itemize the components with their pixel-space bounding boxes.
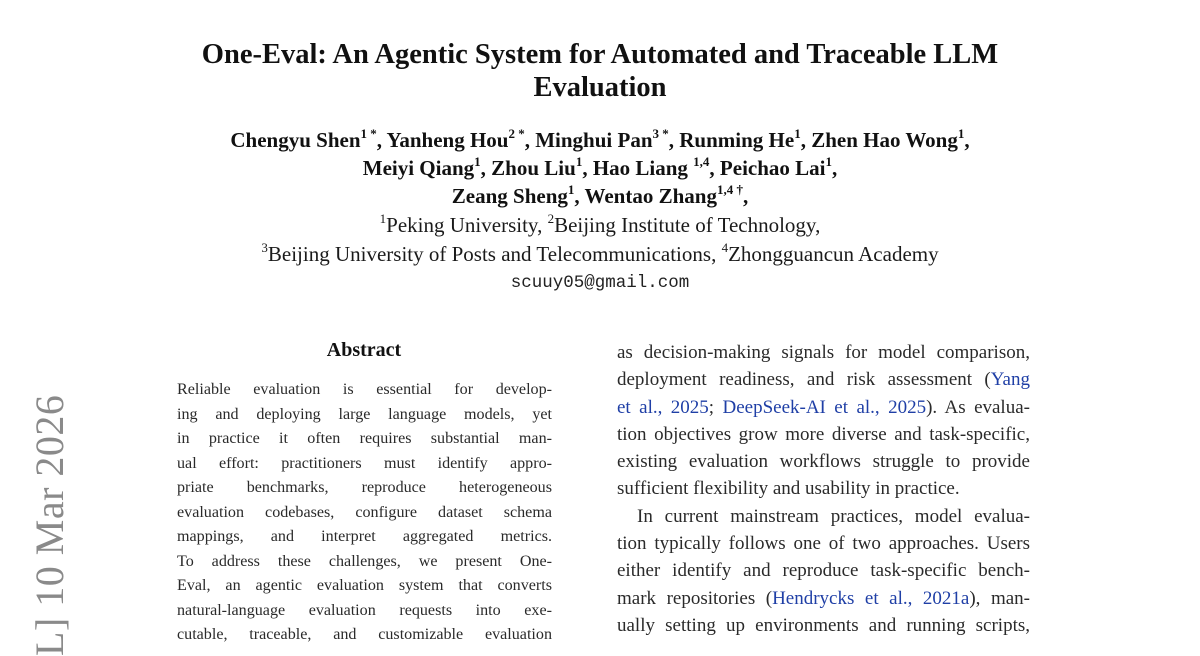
author-affil-sup: 1 bbox=[825, 154, 832, 169]
affil-sup: 4 bbox=[721, 240, 729, 255]
intro-line: tion typically follows one of two approaches. Users bbox=[617, 533, 1030, 555]
author-line-1: Chengyu Shen$^{1 *}$, Yanheng Hou$^{2 *}$, Minghui Pan$^{3 *}$, Runming He$^1$, Zhen Hao Wong$^1$, bbox=[230, 126, 970, 152]
intro-line: In current mainstream practices, model evalua- bbox=[637, 505, 1030, 527]
author-name: Chengyu Shen bbox=[230, 128, 361, 152]
author-line-3: Zeang Sheng$^1$, Wentao Zhang$^{1,4 \dagger}$, bbox=[451, 182, 749, 208]
author-name: Yanheng Hou bbox=[386, 128, 509, 152]
abstract-line: cutable, traceable, and customizable evaluation bbox=[177, 626, 552, 643]
arxiv-side-stamp bbox=[27, 387, 72, 656]
author-line-2: Meiyi Qiang$^1$, Zhou Liu$^1$, Hao Liang $^{1,4}$, Peichao Lai$^1$, bbox=[362, 154, 838, 180]
affiliation-line-2: $^3$Beijing University of Posts and Telecommunications, $^4$Zhongguancun Academy bbox=[261, 240, 939, 266]
author-affil-sup: 1 * bbox=[360, 126, 377, 141]
intro-text: ), man- bbox=[969, 587, 1030, 609]
title-line-1: One-Eval: An Agentic System for Automated and Traceable LLM bbox=[201, 39, 999, 70]
abstract-body bbox=[177, 378, 552, 648]
intro-text: mark repositories ( bbox=[617, 587, 773, 609]
citation-link-hendrycks[interactable]: Hendrycks et al., 2021a bbox=[772, 587, 970, 609]
author-name: Zhen Hao Wong bbox=[811, 128, 958, 152]
author-affil-sup: 2 * bbox=[508, 126, 525, 141]
author-name: Wentao Zhang bbox=[584, 184, 717, 208]
author-affil-sup: 1 bbox=[957, 126, 965, 141]
contact-email[interactable]: scuuy05@gmail.com bbox=[510, 273, 690, 293]
abstract-line: Eval, an agentic evaluation system that converts bbox=[177, 577, 552, 594]
intro-line bbox=[617, 394, 1030, 421]
author-name: Minghui Pan bbox=[535, 128, 653, 152]
author-affil-sup: 3 * bbox=[652, 126, 669, 141]
intro-text: ). As evalua- bbox=[926, 396, 1030, 418]
intro-line: existing evaluation workflows struggle to provide bbox=[617, 451, 1030, 473]
affiliation-line-1: $^1$Peking University, $^2$Beijing Institute of Technology, bbox=[379, 211, 821, 237]
citation-link-deepseek[interactable]: DeepSeek-AI et al., 2025 bbox=[722, 396, 927, 418]
intro-line bbox=[617, 366, 1030, 393]
affil-sup: 2 bbox=[547, 211, 555, 226]
author-affil-sup: 1 bbox=[474, 154, 481, 169]
author-name: Hao Liang bbox=[592, 156, 694, 180]
affil-sup: 1 bbox=[379, 211, 387, 226]
abstract-heading: Abstract bbox=[326, 339, 402, 361]
intro-line: ually setting up environments and running scripts, bbox=[617, 614, 1030, 636]
abstract-line: evaluation codebases, configure dataset schema bbox=[177, 503, 552, 521]
affiliation-name: Zhongguancun Academy bbox=[728, 242, 939, 266]
intro-text: deployment readiness, and risk assessment ( bbox=[617, 369, 991, 391]
abstract-line: in practice it often requires substantial man- bbox=[177, 430, 552, 447]
author-name: Zeang Sheng bbox=[451, 184, 568, 208]
affiliation-list bbox=[150, 211, 1050, 269]
introduction-column bbox=[617, 339, 1030, 639]
intro-line: sufficient flexibility and usability in practice. bbox=[617, 478, 960, 500]
abstract-line: natural-language evaluation requests into exe- bbox=[177, 601, 552, 619]
affiliation-name: Beijing Institute of Technology bbox=[554, 213, 816, 237]
title-line-2: Evaluation bbox=[533, 72, 667, 103]
abstract-line: To address these challenges, we present One- bbox=[177, 552, 552, 570]
author-name: Runming He bbox=[679, 128, 795, 152]
affiliation-name: Beijing University of Posts and Telecommunications bbox=[267, 242, 712, 266]
affiliation-name: Peking University bbox=[386, 213, 538, 237]
citation-link-yang-cont[interactable]: et al., 2025 bbox=[617, 396, 709, 418]
author-affil-sup: 1,4 † bbox=[716, 182, 743, 197]
abstract-line: priate benchmarks, reproduce heterogeneous bbox=[177, 479, 552, 496]
abstract-line: ual effort: practitioners must identify appro- bbox=[177, 454, 552, 472]
paper-title bbox=[170, 38, 1030, 104]
author-affil-sup: 1,4 bbox=[693, 154, 710, 169]
author-affil-sup: 1 bbox=[567, 182, 575, 197]
author-list bbox=[150, 126, 1050, 210]
intro-line: as decision-making signals for model comparison, bbox=[617, 342, 1030, 363]
author-name: Zhou Liu bbox=[491, 156, 576, 180]
intro-line: tion objectives grow more diverse and task-specific, bbox=[617, 423, 1030, 445]
intro-line: either identify and reproduce task-specific bench- bbox=[617, 560, 1030, 582]
intro-line bbox=[617, 585, 1030, 612]
author-name: Meiyi Qiang bbox=[362, 156, 475, 180]
abstract-line: mappings, and interpret aggregated metrics. bbox=[177, 528, 552, 545]
citation-link-yang[interactable]: Yang bbox=[990, 369, 1030, 391]
citation-separator: ; bbox=[708, 396, 723, 418]
author-affil-sup: 1 bbox=[575, 154, 583, 169]
abstract-line: ing and deploying large language models, yet bbox=[177, 405, 552, 423]
arxiv-stamp-text: L] 10 Mar 2026 bbox=[27, 394, 72, 656]
affil-sup: 3 bbox=[261, 240, 268, 255]
author-affil-sup: 1 bbox=[794, 126, 801, 141]
abstract-line: Reliable evaluation is essential for develop- bbox=[177, 381, 552, 398]
author-name: Peichao Lai bbox=[719, 156, 826, 180]
